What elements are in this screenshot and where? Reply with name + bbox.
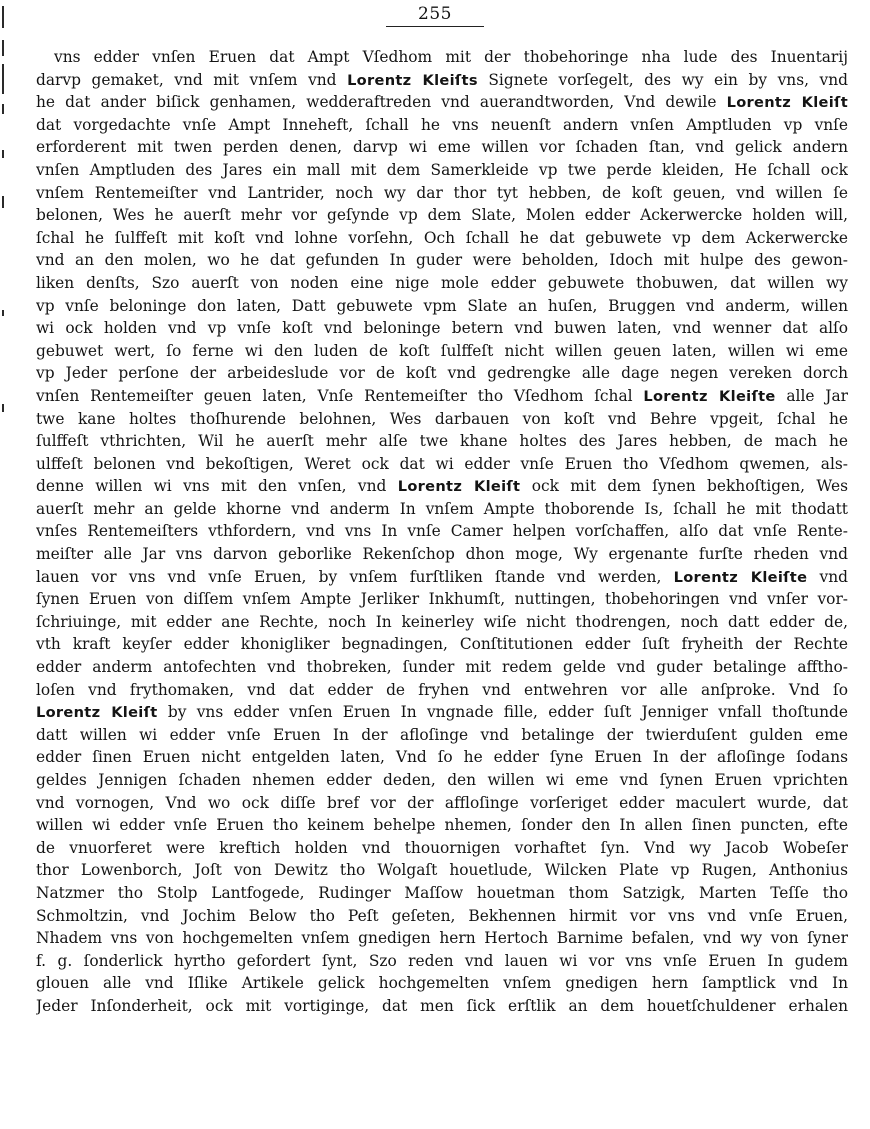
text-span: f. g. ſonderlick hyrtho gefordert ſynt, Szo reden vnd lauen wi vor vns vnſe Eruen In gudem [36, 951, 848, 970]
text-line [36, 182, 848, 205]
bold-name: Lorentz Kleiſts [347, 71, 478, 89]
text-line [36, 837, 848, 860]
text-span: lauen vor vns vnd vnſe Eruen, by vnſem furſtliken ſtande vnd werden, [36, 567, 674, 586]
text-line [36, 249, 848, 272]
text-line [36, 611, 848, 634]
text-line [36, 927, 848, 950]
text-span: loſen vnd frythomaken, vnd dat edder de fryhen vnd entwehren vor alle anſproke. Vnd ſo [36, 680, 848, 699]
text-span: wi ock holden vnd vp vnſe koſt vnd beloninge betern vnd buwen laten, vnd wenner dat alſo [36, 319, 848, 338]
text-span: liken denſts, Szo auerſt von noden eine nige mole edder gebuwete thobuwen, dat willen wy [36, 273, 848, 292]
text-span: vnſen Amptluden des Jares ein mall mit dem Samerkleide vp twe perde kleiden, He ſchall ock [36, 160, 848, 179]
text-span: Schmoltzin, vnd Jochim Below tho Peſt geſeten, Bekhennen hirmit vor vns vnd vnſe Eruen, [36, 906, 848, 925]
text-line [36, 91, 848, 114]
text-span: vnſem Rentemeiſter vnd Lantrider, noch wy dar thor tyt hebben, de koſt geuen, vnd willen ſe [36, 183, 848, 202]
bold-name: Lorentz Kleiſte [643, 387, 776, 405]
text-line [36, 408, 848, 431]
text-span: vnd an den molen, wo he dat gefunden In guder were beholden, Idoch mit hulpe des gewon- [36, 251, 848, 270]
text-span: edder anderm antofechten vnd thobreken, ſunder mit redem gelde vnd guder betalinge affthо- [36, 658, 848, 677]
text-span: Jeder Inſonderheit, ock mit vortiginge, dat men ſick erſtlik an dem houetſchuldener erhalen [36, 996, 848, 1015]
text-line [36, 972, 848, 995]
text-line [36, 453, 848, 476]
text-line [36, 227, 848, 250]
text-line [36, 566, 848, 589]
text-span: darvp gemaket, vnd mit vnſem vnd [36, 70, 348, 89]
text-line [36, 905, 848, 928]
text-line [36, 792, 848, 815]
bold-name: Lorentz Kleiſt [397, 478, 521, 496]
text-span: Natzmer tho Stolp Lantfogede, Rudinger Maſſow houetman thom Satzigk, Marten Teſſe tho [36, 883, 848, 902]
text-line [36, 656, 848, 679]
text-span: twe kane holtes thoſhurende belohnen, Wes darbauen von koſt vnd Behre vpgeit, ſchal he [36, 409, 848, 428]
text-span: erforderent mit twen perden denen, darvp wi eme willen vor ſchaden ſtan, vnd gelick andern [36, 138, 848, 157]
text-line [36, 543, 848, 566]
text-line [36, 69, 848, 92]
text-span: geldes Jennigen ſchaden nhemen edder deden, den willen wi eme vnd ſynen Eruen vprichten [36, 771, 848, 789]
text-line [36, 340, 848, 363]
text-span: edder ſinen Eruen nicht entgelden laten, Vnd ſo he edder ſyne Eruen In der afloſinge ſodans [36, 748, 848, 767]
page-header [0, 4, 870, 27]
text-span: ſchal he ſulffeſt mit koſt vnd lohne vorſehn, Och ſchall he dat gebuwete vp dem Ackerwercke [36, 228, 848, 247]
text-line [36, 679, 848, 702]
text-line [36, 746, 848, 769]
text-span: glouen alle vnd Iſlike Artikele gelick hochgemelten vnſem gnedigen hern ſamptlick vnd In [36, 974, 848, 993]
page-binding-edge [0, 0, 14, 1129]
text-span: Signete vorſegelt, des wy ein by vns, vnd [477, 70, 848, 89]
text-span: auerſt mehr an gelde khorne vnd anderm In vnſem Ampte thoborende Is, ſchall he mit thodatt [36, 499, 848, 518]
text-span: he dat ander biſick genhamen, wedderaftreden vnd auerandtworden, Vnd dewile [36, 93, 727, 112]
text-line [36, 385, 848, 408]
text-line [36, 159, 848, 182]
text-span: ock mit dem ſynen bekhoſtigen, Wes [520, 477, 848, 496]
text-line [36, 950, 848, 973]
text-line [36, 295, 848, 318]
text-span: ſulffeſt vthrichten, Wil he auerſt mehr alſe twe khane holtes des Jares hebben, de mach he [36, 432, 848, 451]
text-line [36, 814, 848, 837]
text-span: vnſes Rentemeiſters vthfordern, vnd vns In vnſe Camer helpen vorſchaffen, alſo dat vnſe Rente- [36, 522, 848, 541]
text-line [36, 701, 848, 724]
text-span: vth kraft keyſer edder khonigliker begnadingen, Conſtitutionen edder ſuſt fryheith der Rechte [36, 635, 848, 654]
bold-name: Lorentz Kleiſt [36, 704, 158, 722]
text-line [36, 317, 848, 340]
text-span: vnd vornogen, Vnd wo ock diſſe bref vor der affloſinge vorſeriget edder maculert wurde, dat [36, 793, 848, 812]
text-span: denne willen wi vns mit den vnſen, vnd [36, 477, 398, 496]
text-span: thor Lowenborch, Joſt von Dewitz tho Wolgaſt houetlude, Wilcken Plate vp Rugen, Anthonius [36, 861, 848, 880]
text-line [36, 859, 848, 882]
text-span: ſchriuinge, mit edder ane Rechte, noch In keinerley wiſe nicht thodrengen, noch datt edder de, [36, 612, 848, 631]
text-span: gebuwet wert, ſo ferne wi den luden de koſt ſulffeſt nicht willen geuen laten, willen wi eme [36, 341, 848, 360]
text-span: datt willen wi edder vnſe Eruen In der afloſinge vnd betalinge der twierduſent gulden eme [36, 725, 848, 744]
bold-name: Lorentz Kleiſte [673, 568, 808, 586]
text-span: alle Jar [775, 386, 848, 405]
text-line [36, 769, 848, 792]
text-span: vns edder vnſen Eruen dat Ampt Vſedhom mit der thobehoringe nha lude des Inuentarij [54, 48, 848, 66]
document-body-text [36, 46, 848, 1018]
page-number: 255 [386, 4, 484, 27]
text-span: ulffeſt belonen vnd bekoſtigen, Weret ock dat wi edder vnſe Eruen tho Vſedhom qwemen, als- [36, 454, 848, 473]
text-line [36, 995, 848, 1018]
text-span: vp Jeder perſone der arbeideslude vor de koſt vnd gedrengke alle dage negen vereken dorch [36, 364, 848, 383]
text-line [36, 272, 848, 295]
text-line [36, 136, 848, 159]
text-span: ſynen Eruen von diſſem vnſem Ampte Jerliker Inkhumſt, nuttingen, thobehoringen vnd vnſer vor- [36, 590, 848, 609]
text-line [36, 882, 848, 905]
text-line [36, 588, 848, 611]
text-line [36, 430, 848, 453]
text-span: by vns edder vnſen Eruen In vngnade fille, edder ſuſt Jenniger vnfall thoſtunde [157, 703, 848, 722]
text-span: vnd [807, 567, 848, 586]
text-span: belonen, Wes he auerſt mehr vor geſynde vp dem Slate, Molen edder Ackerwercke holden will, [36, 206, 848, 225]
text-line [36, 633, 848, 656]
text-span: Nhadem vns von hochgemelten vnſem gnedigen hern Hertoch Barnime befalen, vnd wy von ſyner [36, 929, 848, 948]
text-line [36, 114, 848, 137]
text-line [36, 498, 848, 521]
text-span: meiſter alle Jar vns darvon geborlike Rekenſchop dhon moge, Wy ergenante furſte rheden vnd [36, 545, 848, 564]
text-line [36, 46, 848, 69]
bold-name: Lorentz Kleiſt [726, 94, 848, 112]
text-line [36, 724, 848, 747]
text-line [36, 475, 848, 498]
text-span: vnſen Rentemeiſter geuen laten, Vnſe Rentemeiſter tho Vſedhom ſchal [36, 386, 644, 405]
text-line [36, 362, 848, 385]
text-span: dat vorgedachte vnſe Ampt Inneheft, ſchall he vns neuenſt andern vnſen Amptluden vp vnſe [36, 115, 848, 134]
text-line [36, 520, 848, 543]
text-span: vp vnſe beloninge don laten, Datt gebuwete vpm Slate an huſen, Bruggen vnd anderm, willen [36, 296, 848, 315]
text-span: willen wi edder vnſe Eruen tho keinem behelpe nhemen, ſonder den In allen ſinen puncten, efte [36, 816, 848, 835]
text-line [36, 204, 848, 227]
text-span: de vnuorferet were kreftich holden vnd thouornigen vorhaftet ſyn. Vnd wy Jacob Wobeſer [36, 838, 848, 857]
